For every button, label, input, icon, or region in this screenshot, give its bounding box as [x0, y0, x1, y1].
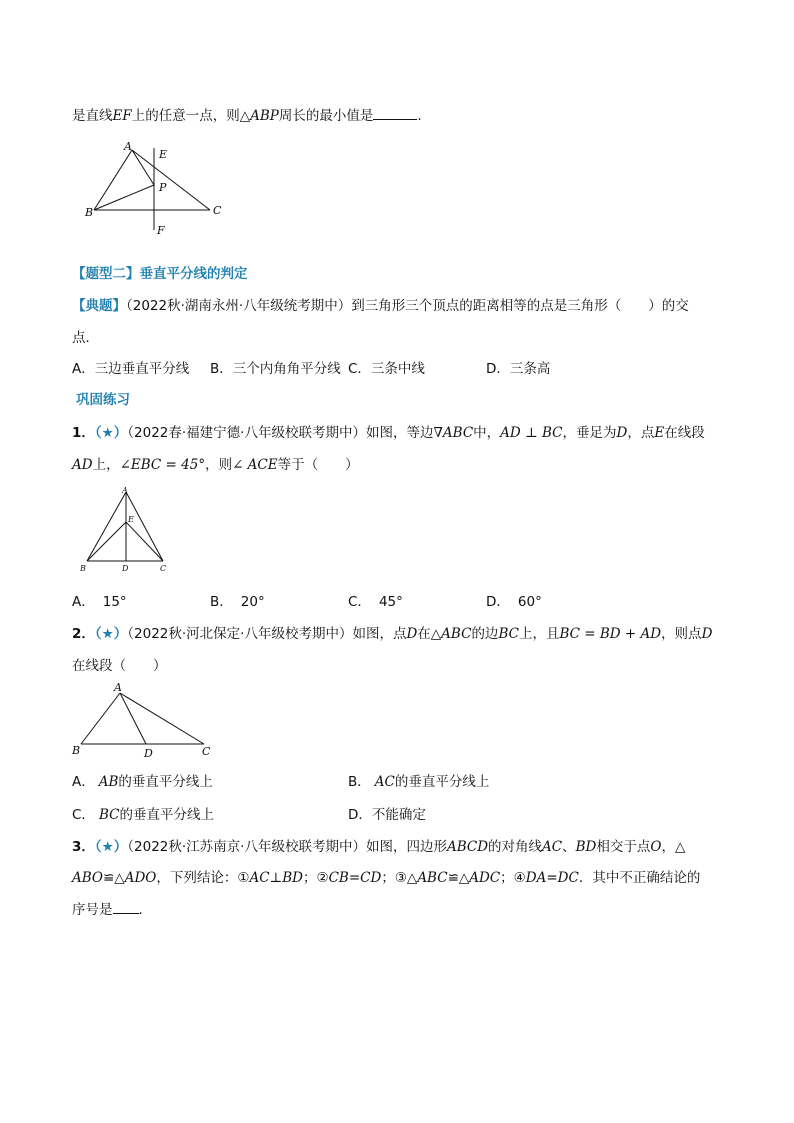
text: （2022秋·江苏南京·八年级校联考期中）如图，四边形 — [127, 839, 447, 855]
text: 在线段 — [664, 425, 705, 441]
q3-line1: 3．（★）（2022秋·江苏南京·八年级校联考期中）如图，四边形ABCD的对角线AC、BD相交于点O，△ — [72, 839, 686, 855]
practice-title: 巩固练习 — [76, 392, 130, 408]
text: 等于（ ） — [277, 457, 359, 473]
q1-option-d[interactable]: D． 60° — [486, 594, 542, 610]
q3-number: 3． — [72, 839, 95, 855]
text: 是直线 — [72, 108, 113, 124]
difficulty-star: （★） — [94, 839, 128, 855]
answer-blank — [113, 901, 139, 914]
segment-ce — [126, 522, 163, 561]
q2-option-a[interactable]: A． AB的垂直平分线上 — [72, 774, 213, 790]
q1-line1 — [72, 421, 705, 441]
example-option-b[interactable]: B．三个内角角平分线 — [210, 361, 341, 377]
triangle-abc: ∇ABC — [433, 425, 474, 441]
text: 中， — [473, 425, 501, 441]
q1-line2 — [72, 453, 359, 473]
label-d: D — [122, 564, 129, 573]
text: ，垂足为 — [562, 425, 617, 441]
conclusion-3b: ADC — [469, 870, 501, 886]
text: 上， — [92, 457, 120, 473]
answer-blank — [373, 107, 417, 120]
q1-option-a[interactable]: A． 15° — [72, 594, 127, 610]
text: （2022秋·湖南永州·八年级统考期中）到三角形三个顶点的距离相等的点是三角形（ ）的交 — [126, 298, 689, 314]
q2-line1 — [72, 622, 712, 642]
segment-ac — [132, 150, 210, 210]
q2-line2: 在线段（ ） — [72, 658, 167, 674]
angle-ebc: ∠EBC = 45° — [119, 457, 206, 473]
angle-ace: ∠ ACE — [232, 457, 278, 473]
conclusion-4: DA=DC — [525, 870, 579, 886]
label-a: A — [122, 486, 128, 495]
difficulty-star: （★） — [94, 425, 128, 441]
quad-abcd: ABCD — [446, 839, 489, 855]
segment-bc: BC — [498, 626, 519, 642]
example-question-line1 — [72, 294, 689, 314]
label-e: E — [159, 148, 168, 161]
label-d: D — [144, 747, 153, 760]
text: ，△ — [661, 839, 686, 855]
label-a: A — [114, 681, 122, 694]
triangle-abp: △ABP — [239, 108, 279, 124]
example-option-c[interactable]: C．三条中线 — [348, 361, 425, 377]
question-intro-line — [72, 104, 422, 124]
segment-bp — [94, 185, 154, 210]
label-p: P — [159, 181, 167, 194]
q2-option-c[interactable]: C． BC的垂直平分线上 — [72, 807, 214, 823]
segment-ad: AD — [72, 457, 93, 473]
q2-number: 2． — [72, 626, 95, 642]
label-e: E — [128, 515, 134, 524]
segment-ac — [126, 492, 163, 561]
segment-be — [87, 522, 126, 561]
label-c: C — [202, 745, 211, 758]
segment-ab — [87, 492, 126, 561]
text: 在 — [417, 626, 431, 642]
label-a: A — [124, 140, 132, 153]
figure-equilateral-triangle — [76, 484, 176, 576]
conclusion-3a: ABC — [417, 870, 448, 886]
equation: BC = BD + AD — [559, 626, 662, 642]
section-title: 【题型二】垂直平分线的判定 — [72, 266, 248, 282]
conclusion-2: CB=CD — [328, 870, 382, 886]
q2-option-b[interactable]: B． AC的垂直平分线上 — [348, 774, 490, 790]
tri-abo: ABO — [72, 870, 103, 886]
text: . — [417, 108, 422, 124]
text: （2022秋·河北保定·八年级校考期中）如图，点 — [127, 626, 407, 642]
q1-option-c[interactable]: C． 45° — [348, 594, 403, 610]
point-d: D — [406, 626, 418, 642]
triangle-abc: △ABC — [430, 626, 472, 642]
text: 上的任意一点，则 — [131, 108, 240, 124]
example-question-line2: 点． — [72, 330, 99, 346]
label-c: C — [160, 564, 167, 573]
q2-option-d[interactable]: D．不能确定 — [348, 807, 426, 823]
text: （2022春·福建宁德·八年级校联考期中）如图，等边 — [127, 425, 434, 441]
label-b: B — [72, 744, 81, 757]
conclusion-1: AC⊥BD — [249, 870, 303, 886]
figure-triangle-with-point-d — [68, 678, 218, 760]
perp-relation: AD ⊥ BC — [500, 425, 563, 441]
example-option-d[interactable]: D．三条高 — [486, 361, 551, 377]
text: ，则点 — [661, 626, 702, 642]
segment-ap — [132, 150, 154, 185]
q3-line3: 序号是 ． — [72, 902, 152, 918]
label-b: B — [80, 564, 86, 573]
diag-bd: BD — [575, 839, 597, 855]
point-e: E — [654, 425, 665, 441]
example-tag: 【典题】 — [72, 298, 126, 314]
var-ef: EF — [112, 108, 132, 124]
segment-ab — [81, 693, 120, 744]
figure-triangle-abc-line-ef — [80, 138, 230, 238]
diag-ac: AC — [542, 839, 563, 855]
example-option-a[interactable]: A．三边垂直平分线 — [72, 361, 190, 377]
q1-option-b[interactable]: B． 20° — [210, 594, 265, 610]
label-b: B — [85, 206, 94, 219]
tri-ado: ADO — [124, 870, 157, 886]
label-f: F — [157, 224, 165, 237]
point-d: D — [701, 626, 713, 642]
point-o: O — [650, 839, 662, 855]
difficulty-star: （★） — [94, 626, 128, 642]
segment-ab — [94, 150, 132, 210]
q3-line2: ABO≌△ADO，下列结论：①AC⊥BD；②CB=CD；③△ABC≌△ADC；④DA=DC．其中不正确结论的 — [72, 870, 701, 886]
point-d: D — [616, 425, 628, 441]
text: 的对角线 — [488, 839, 543, 855]
text: ，则 — [205, 457, 233, 473]
text: 相交于点 — [596, 839, 651, 855]
label-c: C — [213, 204, 222, 217]
text: 周长的最小值是 — [278, 108, 374, 124]
text: 的边 — [471, 626, 499, 642]
q1-number: 1． — [72, 425, 95, 441]
text: ，点 — [627, 425, 655, 441]
text: 上，且 — [518, 626, 560, 642]
